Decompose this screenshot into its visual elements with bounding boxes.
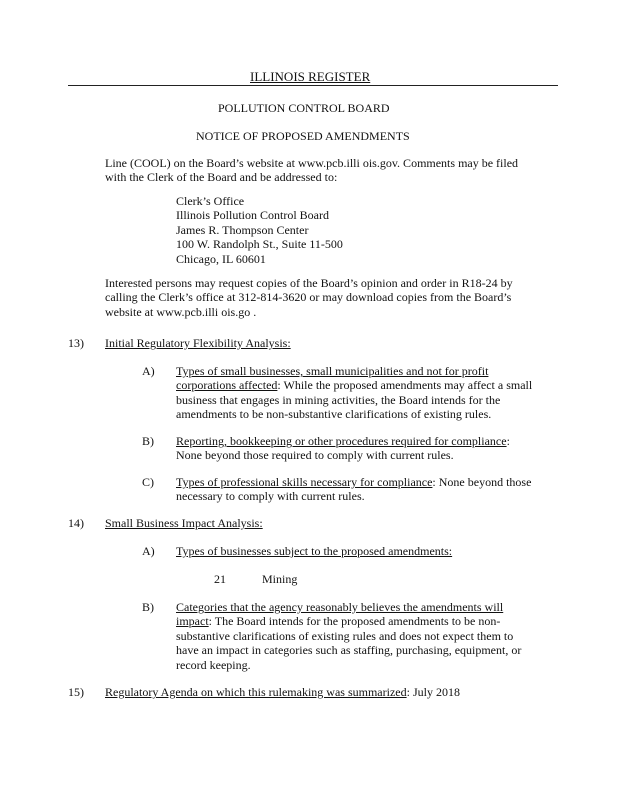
section-13a-label: A) — [142, 364, 155, 378]
section-15-text: Regulatory Agenda on which this rulemaking was summarized: July 2018 — [105, 685, 460, 699]
section-13-number: 13) — [68, 336, 84, 350]
header-rule — [68, 85, 558, 86]
address-line-5: Chicago, IL 60601 — [176, 251, 266, 266]
address-line-4: 100 W. Randolph St., Suite 11-500 — [176, 237, 343, 252]
section-13a-text: Types of small businesses, small municipalities and not for profit corporations affected: While the proposed amendments may affect a small business that engages in mining activities, the Board intends for the amendments to be non-substantive clarifications of existing rules. — [176, 364, 533, 422]
section-14b-label: B) — [142, 600, 154, 614]
copies-line-2: calling the Clerk’s office at 312-814-3620 or may download copies from the Board’s — [105, 290, 512, 305]
agency-title: POLLUTION CONTROL BOARD — [218, 101, 390, 115]
address-line-1: Clerk’s Office — [176, 194, 245, 208]
naics-code: 21 — [214, 572, 226, 586]
section-14a-heading: Types of businesses subject to the proposed amendments: — [176, 544, 453, 558]
intro-paragraph — [105, 156, 518, 185]
section-14-number: 14) — [68, 516, 84, 530]
intro-line-2: with the Clerk of the Board and be addressed to: — [105, 170, 338, 185]
copies-line-1: Interested persons may request copies of the Board’s opinion and order in R18-24 by — [105, 276, 513, 290]
section-14b-text: Categories that the agency reasonably believes the amendments will impact: The Board intends for the proposed amendments to be non- substantive clarifications of existing rules and does not expect them to have an impact in categories such as staffing, purchasing, equipment, or record keeping. — [176, 600, 522, 672]
address-block — [176, 194, 343, 266]
section-13-heading: Initial Regulatory Flexibility Analysis: — [105, 336, 291, 350]
intro-line-1: Line (COOL) on the Board’s website at www.pcb.illi ois.gov. Comments may be filed — [105, 156, 519, 170]
section-13c-label: C) — [142, 475, 154, 489]
section-14a-label: A) — [142, 544, 155, 558]
copies-paragraph — [105, 276, 513, 319]
address-line-3: James R. Thompson Center — [176, 222, 309, 237]
notice-title: NOTICE OF PROPOSED AMENDMENTS — [196, 129, 410, 143]
section-13b-label: B) — [142, 434, 154, 448]
naics-name: Mining — [262, 572, 298, 586]
copies-line-3: website at www.pcb.illi ois.go . — [105, 304, 257, 319]
section-15-number: 15) — [68, 685, 84, 699]
section-14-heading: Small Business Impact Analysis: — [105, 516, 263, 530]
address-line-2: Illinois Pollution Control Board — [176, 208, 330, 223]
section-13c-text: Types of professional skills necessary for compliance: None beyond those necessary to comply with current rules. — [176, 475, 532, 504]
section-13b-text: Reporting, bookkeeping or other procedures required for compliance: None beyond those required to comply with current rules. — [176, 434, 510, 463]
register-title: ILLINOIS REGISTER — [250, 69, 371, 84]
